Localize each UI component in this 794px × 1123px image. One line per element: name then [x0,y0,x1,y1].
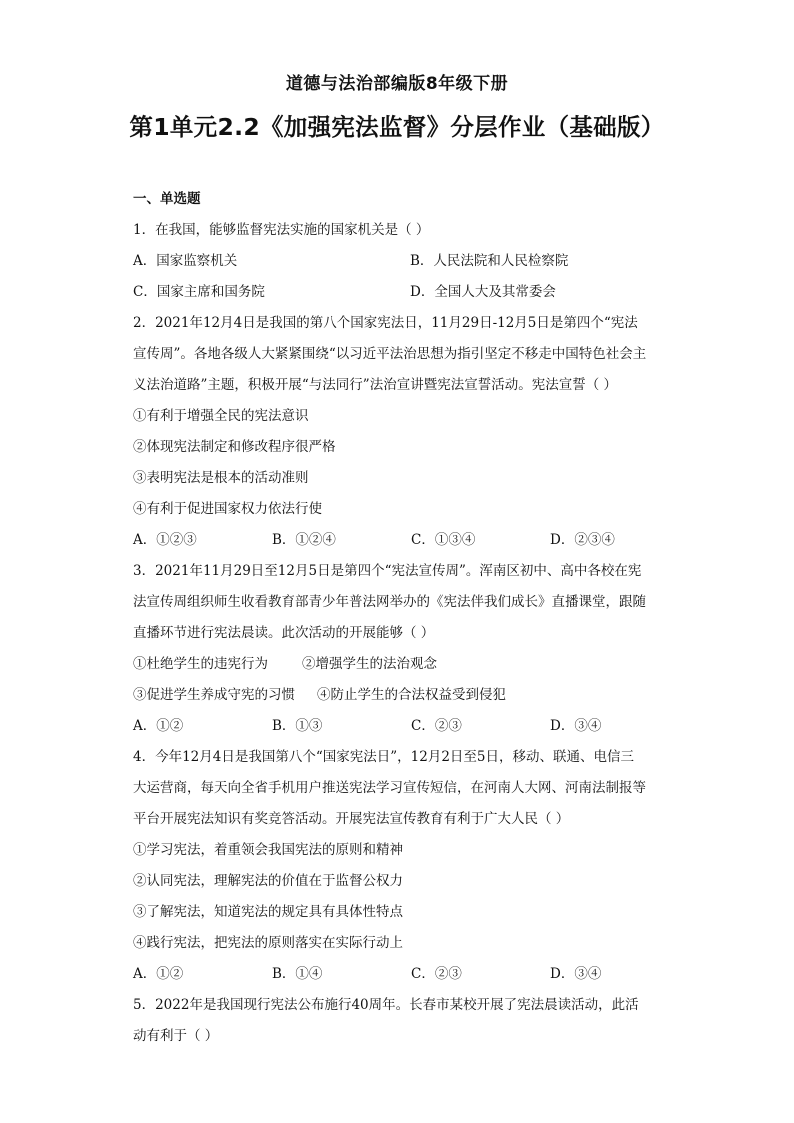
question-4 [133,742,663,990]
option-c: C．②③ [411,966,462,982]
option-c: C．②③ [411,718,462,734]
question-stem: 大运营商，每天向全省手机用户推送宪法学习宣传短信，在河南人大网、河南法制报等 [133,780,646,796]
statement-row [133,680,663,711]
statement-row [133,649,663,680]
statement: ④践行宪法，把宪法的原则落实在实际行动上 [133,935,403,951]
option-d: D．②③④ [550,532,615,548]
question-stem: 平台开展宪法知识有奖竞答活动。开展宪法宣传教育有利于广大人民（ ） [133,811,570,827]
statement: ③促进学生养成守宪的习惯 [133,687,295,703]
question-list [133,184,663,1052]
statement: ③表明宪法是根本的活动准则 [133,470,309,486]
option-row [133,525,663,556]
question-1 [133,215,663,308]
statement: ②认同宪法，理解宪法的价值在于监督公权力 [133,873,403,889]
option-a: A．①②③ [133,532,197,548]
option-d: D．③④ [550,718,602,734]
question-stem: 5．2022年是我国现行宪法公布施行40周年。长春市某校开展了宪法晨读活动，此活 [133,997,639,1013]
option-row [133,277,663,308]
option-b: B．人民法院和人民检察院 [410,253,569,269]
question-stem: 4．今年12月4日是我国第八个“国家宪法日”，12月2日至5日，移动、联通、电信三 [133,749,635,765]
option-a: A．①② [133,718,184,734]
question-stem: 法宣传周组织师生收看教育部青少年普法网举办的《宪法伴我们成长》直播课堂，跟随 [133,594,646,610]
option-a: A．国家监察机关 [133,253,238,269]
option-b: B．①④ [272,966,323,982]
question-stem: 2．2021年12月4日是我国的第八个国家宪法日，11月29日-12月5日是第四个“宪法 [133,315,638,331]
option-c: C．①③④ [411,532,476,548]
option-row [133,959,663,990]
statement: ①有利于增强全民的宪法意识 [133,408,309,424]
question-stem: 动有利于（ ） [133,1028,219,1044]
statement: ③了解宪法，知道宪法的规定具有具体性特点 [133,904,403,920]
option-a: A．①② [133,966,184,982]
question-stem: 义法治道路”主题，积极开展“与法同行”法治宣讲暨宪法宣誓活动。宪法宣誓（ ） [133,377,617,393]
option-d: D．③④ [550,966,602,982]
question-3 [133,556,663,742]
statement: ②体现宪法制定和修改程序很严格 [133,439,336,455]
document-title: 第1单元2.2《加强宪法监督》分层作业（基础版） [129,113,665,141]
question-2 [133,308,663,556]
statement: ②增强学生的法治观念 [302,656,437,672]
option-row [133,711,663,742]
question-stem: 1．在我国，能够监督宪法实施的国家机关是（ ） [133,222,430,238]
question-stem: 直播环节进行宪法晨读。此次活动的开展能够（ ） [133,625,435,641]
document-subtitle: 道德与法治部编版8年级下册 [285,74,509,94]
option-d: D．全国人大及其常委会 [410,284,556,300]
section-title: 一、单选题 [133,191,201,207]
question-stem: 3．2021年11月29日至12月5日是第四个“宪法宣传周”。浑南区初中、高中各校在宪 [133,563,642,579]
question-5 [133,990,663,1052]
option-b: B．①②④ [272,532,336,548]
statement: ④有利于促进国家权力依法行使 [133,501,322,517]
option-c: C．国家主席和国务院 [133,284,265,300]
option-b: B．①③ [272,718,323,734]
statement: ④防止学生的合法权益受到侵犯 [317,687,506,703]
option-row [133,246,663,277]
statement: ①学习宪法，着重领会我国宪法的原则和精神 [133,842,403,858]
statement: ①杜绝学生的违宪行为 [133,656,268,672]
question-stem: 宣传周”。各地各级人大紧紧围绕“以习近平法治思想为指引坚定不移走中国特色社会主 [133,346,647,362]
